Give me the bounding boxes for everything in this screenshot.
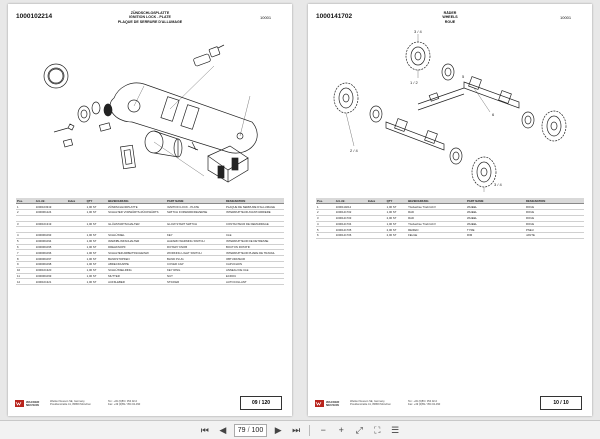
current-page-input[interactable]: 79: [237, 426, 246, 434]
table-cell: BOUTON ROTATIF: [225, 244, 284, 250]
key-switch: [188, 142, 248, 182]
table-row: [316, 233, 584, 239]
page-indicator[interactable]: [234, 424, 267, 437]
table-row: [16, 279, 284, 285]
table-cell: 1: [16, 204, 35, 210]
table-cell: COVER CAP: [166, 262, 225, 268]
table-cell: 5: [16, 238, 35, 244]
table-cell: ZÜNDSCHLOßPLATTE: [107, 204, 166, 210]
table-cell: 2,00 ST: [386, 215, 407, 221]
table-cell: INTERRUPTEUR PHARE DE TRAVAIL: [225, 250, 284, 256]
footer-contact: [108, 400, 140, 406]
table-cell: 1,00 ST: [86, 204, 107, 210]
table-cell: WHEEL: [466, 221, 525, 227]
col-partname: PART NAME: [166, 198, 225, 204]
table-cell: RAD: [407, 209, 466, 215]
table-cell: 6: [316, 233, 335, 239]
table-cell: 1,00 ST: [86, 221, 107, 227]
col-bez: BEZEICHNUNG: [107, 198, 166, 204]
table-cell: WARNBLINKSCHALTER: [107, 238, 166, 244]
catalog-page-right: [308, 4, 592, 416]
table-cell: PLAQUE DE SERRURE D'ALLUMAGE: [225, 204, 284, 210]
title-line-fr: ROUE: [444, 19, 456, 24]
table-cell: 5: [316, 227, 335, 233]
parts-table-left-body: [16, 204, 284, 285]
col-pos: Pos.: [316, 198, 335, 204]
table-cell: SWITCH FORWARD/REVERSE: [166, 209, 225, 215]
table-cell: KEY: [166, 233, 225, 239]
tyre-bottom: [472, 157, 496, 187]
table-cell: 4: [16, 233, 35, 239]
table-cell: 1000061099: [35, 273, 67, 279]
table-cell: CONTACTEUR DE DEMARRAGE: [225, 221, 284, 227]
table-cell: 1000061095: [35, 244, 67, 250]
contact-line: Fax: +49 (0)89 / 354 02-390: [408, 403, 441, 407]
table-cell: GLÜHSTARTSCHALTER: [107, 221, 166, 227]
callout-label: 3 / 4: [414, 29, 422, 34]
table-cell: ANNEAU DE CLE: [225, 267, 284, 273]
table-cell: AUFKLEBER: [107, 279, 166, 285]
table-cell: 1,00 ST: [86, 262, 107, 268]
table-cell: PNEU: [525, 227, 584, 233]
page-title: [390, 11, 510, 24]
rocker-switch: [121, 145, 136, 168]
toolbar-divider: [309, 425, 310, 436]
leader-lines: [346, 34, 490, 192]
small-parts: [54, 102, 112, 147]
address-line: Preußenstraße 41, 80809 München: [350, 403, 391, 407]
doc-number: 1000141702: [316, 13, 353, 20]
callout-label: 3 / 4: [494, 182, 502, 187]
table-cell: [67, 279, 86, 285]
next-page-button[interactable]: ▶: [274, 424, 282, 435]
axle-parts: [386, 77, 519, 150]
table-cell: 1,00 ST: [86, 233, 107, 239]
table-cell: STICKER: [166, 279, 225, 285]
col-art: Art.-Nr.: [335, 198, 367, 204]
col-partname: PART NAME: [466, 198, 525, 204]
contact-line: Fax: +49 (0)89 / 354 02-390: [108, 403, 141, 407]
table-cell: 8: [16, 256, 35, 262]
table-cell: ABDECKKAPPE: [107, 262, 166, 268]
table-cell: 1,00 ST: [386, 204, 407, 210]
col-designation: DESIGNATION: [225, 198, 284, 204]
table-cell: 1000103319: [35, 204, 67, 210]
table-cell: 1000061097: [35, 256, 67, 262]
brand-line: NEUSON: [326, 403, 339, 408]
table-cell: 1000141706: [335, 233, 367, 239]
title-line-de: ZÜNDSCHLOßPLATTE: [130, 11, 170, 15]
table-cell: ROTARY KNOB: [166, 244, 225, 250]
brand-line: WACKER: [26, 400, 40, 404]
section-code: 10001: [260, 15, 272, 20]
table-cell: 1000101319: [35, 221, 67, 227]
table-cell: 1000141704: [335, 221, 367, 227]
table-cell: FELGE: [407, 233, 466, 239]
table-cell: 1,00 ST: [86, 250, 107, 256]
address-line: Wacker Neuson SE, Germany: [50, 400, 85, 403]
footer-address: [350, 400, 391, 406]
page-number-box: 10 / 10: [540, 396, 582, 410]
callout-label: 5: [462, 74, 465, 79]
zoom-in-button[interactable]: +: [338, 425, 344, 435]
col-index: Index: [67, 198, 86, 204]
footer-address: [50, 400, 91, 406]
fullscreen-button[interactable]: ⛶: [374, 424, 381, 435]
table-cell: INTERRUPTEUR DE DETRESSE: [225, 238, 284, 244]
brand-logo-icon: [315, 400, 324, 407]
table-cell: 2: [316, 209, 335, 215]
fit-page-button[interactable]: ⤢: [355, 424, 363, 435]
table-cell: WHEEL: [466, 209, 525, 215]
parts-table-right-body: [316, 204, 584, 239]
table-cell: 1,00 ST: [86, 256, 107, 262]
table-cell: ECROU: [225, 273, 284, 279]
table-cell: ROUE: [525, 221, 584, 227]
table-cell: 1000110214: [335, 204, 367, 210]
page-separator: /: [247, 426, 250, 434]
title-line-de: RÄDER: [443, 11, 457, 15]
table-cell: 1000061224: [35, 209, 67, 215]
table-cell: 1000101320: [35, 267, 67, 273]
switch-part: [193, 45, 224, 66]
table-cell: 7: [16, 250, 35, 256]
table-cell: 1,00 ST: [86, 238, 107, 244]
table-cell: RAD: [407, 215, 466, 221]
tyre-top: [406, 42, 430, 70]
table-cell: SCHLÜSSEL: [107, 233, 166, 239]
table-cell: WORKING LIGHT SWITCH: [166, 250, 225, 256]
table-cell: HAZARD WARNING SWITCH: [166, 238, 225, 244]
table-cell: REIFEN: [407, 227, 466, 233]
page-number-box: 09 / 120: [240, 396, 282, 410]
table-cell: 1000061094: [35, 238, 67, 244]
table-cell: 1,00 ST: [386, 209, 407, 215]
table-cell: 3: [316, 215, 335, 221]
menu-button[interactable]: ☰: [391, 424, 400, 435]
table-cell: BLIND PLUG: [166, 256, 225, 262]
table-cell: 1000061098: [35, 262, 67, 268]
table-cell: DREHKNOPF: [107, 244, 166, 250]
table-cell: ROUE: [525, 209, 584, 215]
table-cell: SCHLÜSSELRING: [107, 267, 166, 273]
table-cell: 1000101321: [35, 279, 67, 285]
table-cell: 11: [16, 273, 35, 279]
col-qty: QTY: [386, 198, 407, 204]
parts-table-right: [316, 198, 584, 239]
title-line-fr: PLAQUE DE SERRURE D'ALLUMAGE: [117, 19, 183, 24]
callout-label: 1 / 2: [410, 80, 418, 85]
catalog-page-left: [8, 4, 292, 416]
table-cell: 1000141705: [335, 227, 367, 233]
table-cell: 2: [16, 209, 35, 215]
plate-part: [110, 83, 257, 153]
table-cell: 3: [16, 221, 35, 227]
lock-cylinder: [145, 131, 182, 157]
table-cell: NUT: [166, 273, 225, 279]
parts-table-left: [16, 198, 284, 285]
table-cell: 12: [16, 279, 35, 285]
table-cell: [367, 233, 386, 239]
table-cell: KEY RING: [166, 267, 225, 273]
table-cell: 2,00 ST: [386, 227, 407, 233]
table-cell: 4: [316, 221, 335, 227]
wheels-illustration: [314, 26, 586, 192]
doc-number: 1000102214: [16, 13, 53, 20]
table-cell: SCHALTER ARBEITSSCHEINW.: [107, 250, 166, 256]
table-cell: 2,00 ST: [386, 233, 407, 239]
viewer-toolbar: [0, 420, 600, 439]
table-cell: 1,00 ST: [86, 279, 107, 285]
table-cell: 1,00 ST: [86, 244, 107, 250]
brand-logo-icon: [15, 400, 24, 407]
footer-brand: [26, 401, 39, 407]
table-cell: ROUE: [525, 204, 584, 210]
rim-parts: [370, 64, 534, 164]
brand-line: WACKER: [326, 400, 340, 404]
title-line-en: IGNITION LOCK - PLATE: [129, 15, 171, 20]
table-cell: 9: [16, 262, 35, 268]
prev-page-button[interactable]: ◀: [219, 424, 227, 435]
table-cell: 10: [16, 267, 35, 273]
table-cell: JANTE: [525, 233, 584, 239]
footer-contact: [408, 400, 440, 406]
title-line-en: WHEELS: [442, 15, 458, 20]
address-line: Wacker Neuson SE, Germany: [350, 400, 385, 403]
contact-line: Tel.: +49 (0)89 / 354 02-0: [408, 400, 438, 403]
table-cell: BLINDSTOPFEN: [107, 256, 166, 262]
table-cell: MUTTER: [107, 273, 166, 279]
last-page-button[interactable]: ⏭: [292, 424, 301, 435]
table-cell: IGNITION LOCK - PLATE: [166, 204, 225, 210]
table-cell: GLOW START SWITCH: [166, 221, 225, 227]
col-bez: BEZEICHNUNG: [407, 198, 466, 204]
tyre-right: [542, 111, 566, 141]
contact-line: Tel.: +49 (0)89 / 354 02-0: [108, 400, 138, 403]
total-pages: 100: [251, 426, 264, 434]
address-line: Preußenstraße 41, 80809 München: [50, 403, 91, 407]
footer-brand: [326, 401, 339, 407]
exploded-view-illustration: [14, 26, 286, 192]
zoom-out-button[interactable]: −: [320, 425, 326, 435]
table-cell: 1: [316, 204, 335, 210]
table-cell: AUTOCOLLANT: [225, 279, 284, 285]
table-cell: SCHALTER VORWÄRTS-RÜCKWÄRTS: [107, 209, 166, 215]
brand-line: NEUSON: [26, 403, 39, 408]
table-cell: Triebachse Triebl ACV: [407, 221, 466, 227]
table-cell: 1000141702: [335, 209, 367, 215]
col-art: Art.-Nr.: [35, 198, 67, 204]
table-cell: 1,00 ST: [386, 221, 407, 227]
tyre-left: [334, 83, 358, 113]
col-designation: DESIGNATION: [525, 198, 584, 204]
table-cell: INTERRUPTEUR AVANT/ARRIERE: [225, 209, 284, 215]
first-page-button[interactable]: ⏮: [200, 424, 209, 435]
table-cell: 1,00 ST: [86, 273, 107, 279]
table-cell: OBTURATEUR: [225, 256, 284, 262]
table-cell: TYRE: [466, 227, 525, 233]
table-cell: CLE: [225, 233, 284, 239]
callout-label: 2 / 4: [350, 148, 358, 153]
callout-label: 6: [492, 112, 495, 117]
col-index: Index: [367, 198, 386, 204]
table-cell: CAPUCHON: [225, 262, 284, 268]
table-cell: RIM: [466, 233, 525, 239]
table-cell: 6: [16, 244, 35, 250]
table-cell: 1,00 ST: [86, 209, 107, 215]
section-code: 10001: [560, 15, 572, 20]
table-cell: ROUE: [525, 215, 584, 221]
table-cell: 1,00 ST: [86, 267, 107, 273]
table-cell: 1000061096: [35, 250, 67, 256]
table-cell: WHEEL: [466, 204, 525, 210]
table-cell: 1000141703: [335, 215, 367, 221]
col-pos: Pos.: [16, 198, 35, 204]
ring-part: [44, 64, 68, 88]
col-qty: QTY: [86, 198, 107, 204]
page-title: [90, 11, 210, 24]
table-cell: WHEEL: [466, 215, 525, 221]
table-cell: Triebachse Triebl ACV: [407, 204, 466, 210]
table-cell: 1000061093: [35, 233, 67, 239]
